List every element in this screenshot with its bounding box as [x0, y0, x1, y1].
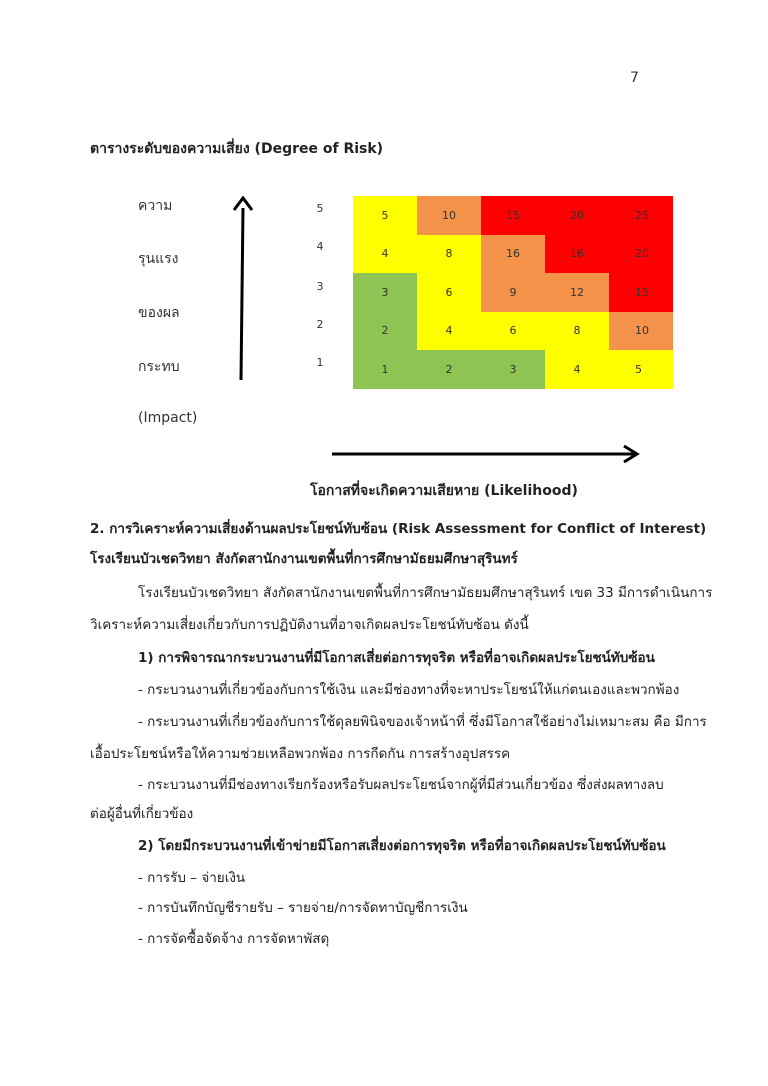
matrix-cell: 8 [417, 235, 481, 274]
y-axis-label-line: ความ [138, 198, 173, 214]
matrix-cell: 6 [481, 312, 545, 351]
matrix-cell: 20 [609, 235, 673, 274]
matrix-cell: 8 [545, 312, 609, 351]
impact-label: (Impact) [138, 410, 198, 426]
matrix-cell: 4 [545, 350, 609, 389]
matrix-cell: 2 [353, 312, 417, 351]
section-subheading: โรงเรียนบัวเชดวิทยา สังกัดสานักงานเขตพื้นที่การศึกษามัธยมศึกษาสุรินทร์ [90, 551, 518, 567]
likelihood-right-arrow-icon [330, 442, 642, 466]
matrix-cell: 10 [417, 196, 481, 235]
matrix-cell: 6 [417, 273, 481, 312]
y-axis-label-line: รุนแรง [138, 251, 179, 267]
matrix-cell: 3 [481, 350, 545, 389]
bullet-item: - กระบวนงานที่เกี่ยวข้องกับการใช้ดุลยพินิจของเจ้าหน้าที่ ซึ่งมีโอกาสใช้อย่างไม่เหมาะสม คือ มีการ [138, 714, 707, 730]
row-label: 2 [316, 318, 324, 331]
row-label: 5 [316, 202, 324, 215]
likelihood-label: โอกาสที่จะเกิดความเสียหาย (Likelihood) [310, 483, 578, 499]
matrix-cell: 16 [481, 235, 545, 274]
intro-line: วิเคราะห์ความเสี่ยงเกี่ยวกับการปฏิบัติงานที่อาจเกิดผลประโยชน์ทับซ้อน ดังนี้ [90, 617, 529, 633]
bullet-item: - การรับ – จ่ายเงิน [138, 870, 246, 886]
item1-heading: 1) การพิจารณากระบวนงานที่มีโอกาสเสี่ยต่อการทุจริต หรือที่อาจเกิดผลประโยชน์ทับซ้อน [138, 650, 655, 666]
y-axis-label-line: ของผล [138, 305, 180, 321]
matrix-cell: 16 [545, 235, 609, 274]
bullet-item: - กระบวนงานที่มีช่องทางเรียกร้องหรือรับผลประโยชน์จากผู้ที่มีส่วนเกี่ยวข้อง ซึ่งส่งผลทางลบ [138, 777, 664, 793]
y-axis-label-line: กระทบ [138, 359, 180, 375]
matrix-cell: 9 [481, 273, 545, 312]
bullet-item-continued: เอื้อประโยชน์หรือให้ความช่วยเหลือพวกพ้อง การกีดกัน การสร้างอุปสรรค [90, 746, 511, 762]
bullet-item-continued: ต่อผู้อื่นที่เกี่ยวข้อง [90, 806, 194, 822]
matrix-cell: 20 [545, 196, 609, 235]
row-label: 3 [316, 280, 324, 293]
matrix-cell: 4 [353, 235, 417, 274]
matrix-cell: 1 [353, 350, 417, 389]
matrix-cell: 12 [545, 273, 609, 312]
matrix-cell: 2 [417, 350, 481, 389]
matrix-cell: 5 [609, 350, 673, 389]
item2-heading: 2) โดยมีกระบวนงานที่เข้าข่ายมีโอกาสเสี่ยงต่อการทุจริต หรือที่อาจเกิดผลประโยชน์ทับซ้อน [138, 838, 666, 854]
impact-up-arrow-icon [228, 194, 258, 382]
bullet-item: - การบันทึกบัญชีรายรับ – รายจ่าย/การจัดทาบัญชีการเงิน [138, 900, 468, 916]
matrix-cell: 4 [417, 312, 481, 351]
bullet-item: - กระบวนงานที่เกี่ยวข้องกับการใช้เงิน และมีช่องทางที่จะหาประโยชน์ให้แก่ตนเองและพวกพ้อง [138, 682, 680, 698]
page-number: 7 [630, 70, 639, 86]
risk-matrix [353, 196, 649, 378]
row-label: 1 [316, 356, 324, 369]
matrix-cell: 5 [353, 196, 417, 235]
bullet-item: - การจัดซื้อจัดจ้าง การจัดหาพัสดุ [138, 931, 330, 947]
matrix-cell: 15 [481, 196, 545, 235]
section-heading: 2. การวิเคราะห์ความเสี่ยงด้านผลประโยชน์ทับซ้อน (Risk Assessment for Conflict of Interest) [90, 521, 707, 537]
matrix-cell: 10 [609, 312, 673, 351]
matrix-cell: 3 [353, 273, 417, 312]
row-label: 4 [316, 240, 324, 253]
matrix-cell: 25 [609, 196, 673, 235]
matrix-cell: 15 [609, 273, 673, 312]
matrix-title: ตารางระดับของความเสี่ยง (Degree of Risk) [90, 141, 384, 157]
intro-line: โรงเรียนบัวเชดวิทยา สังกัดสานักงานเขตพื้นที่การศึกษามัธยมศึกษาสุรินทร์ เขต 33 มีการดำเนินการ [138, 585, 713, 601]
